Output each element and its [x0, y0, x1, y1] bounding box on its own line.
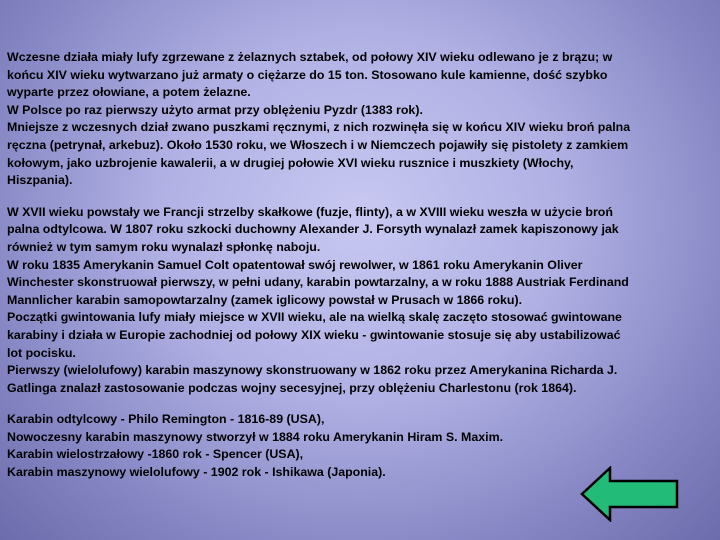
text-line: kołowym, jako uzbrojenie kawalerii, a w drugiej połowie XVI wieku rusznice i muszkiety (Włochy,	[7, 155, 574, 170]
text-line: W XVII wieku powstały we Francji strzelby skałkowe (fuzje, flinty), a w XVIII wieku weszła w użycie broń	[7, 204, 613, 219]
paragraph-1	[7, 49, 712, 190]
back-button[interactable]	[580, 466, 680, 522]
text-line: Gatlinga znalazł zastosowanie podczas wojny secesyjnej, przy oblężeniu Charlestonu (rok 1864).	[7, 380, 577, 395]
text-line: lot pocisku.	[7, 345, 76, 360]
slide-text	[7, 49, 712, 496]
text-line: wyparte przez ołowiane, a potem żelazne.	[7, 85, 251, 100]
text-line: palna odtylcowa. W 1807 roku szkocki duchowny Alexander J. Forsyth wynalazł zamek kapiszonowy jak	[7, 222, 619, 237]
text-line: karabiny i działa w Europie zachodniej od połowy XIX wieku - gwintowanie stosuje się aby ustabilizować	[7, 327, 621, 342]
text-line: Mannlicher karabin samopowtarzalny (zamek iglicowy powstał w Prusach w 1866 roku).	[7, 292, 523, 307]
text-line: Początki gwintowania lufy miały miejsce w XVII wieku, ale na wielką skalę zaczęto stosować gwintowane	[7, 310, 622, 325]
text-line: również w tym samym roku wynalazł spłonkę naboju.	[7, 239, 321, 254]
text-line: ręczna (petrynał, arkebuz). Około 1530 roku, we Włoszech i w Niemczech pojawiły się pistolety z zamkiem	[7, 137, 629, 152]
text-line: Hiszpania).	[7, 173, 73, 188]
text-line: Winchester skonstruował pierwszy, w pełni udany, karabin powtarzalny, a w roku 1888 Austriak Ferdinand	[7, 275, 629, 290]
text-line: Karabin odtylcowy - Philo Remington - 1816-89 (USA),	[7, 412, 325, 427]
text-line: końcu XIV wieku wytwarzano już armaty o ciężarze do 15 ton. Stosowano kule kamienne, dość szybko	[7, 67, 608, 82]
text-line: W Polsce po raz pierwszy użyto armat przy oblężeniu Pyzdr (1383 rok).	[7, 102, 423, 117]
text-line: Wczesne działa miały lufy zgrzewane z żelaznych sztabek, od połowy XIV wieku odlewano je z brązu; w	[7, 50, 613, 64]
text-line: W roku 1835 Amerykanin Samuel Colt opatentował swój rewolwer, w 1861 roku Amerykanin Oliver	[7, 257, 583, 272]
text-line: Mniejsze z wczesnych dział zwano puszkami ręcznymi, z nich rozwinęła się w końcu XIV wieku broń palna	[7, 120, 631, 135]
text-line: Karabin wielostrzałowy -1860 rok - Spencer (USA),	[7, 447, 304, 462]
left-arrow-icon	[580, 466, 680, 522]
paragraph-2	[7, 204, 712, 398]
text-line: Nowoczesny karabin maszynowy stworzył w 1884 roku Amerykanin Hiram S. Maxim.	[7, 429, 504, 444]
text-line: Karabin maszynowy wielolufowy - 1902 rok - Ishikawa (Japonia).	[7, 465, 386, 480]
text-line: Pierwszy (wielolufowy) karabin maszynowy skonstruowany w 1862 roku przez Amerykanina Richarda J.	[7, 363, 618, 378]
